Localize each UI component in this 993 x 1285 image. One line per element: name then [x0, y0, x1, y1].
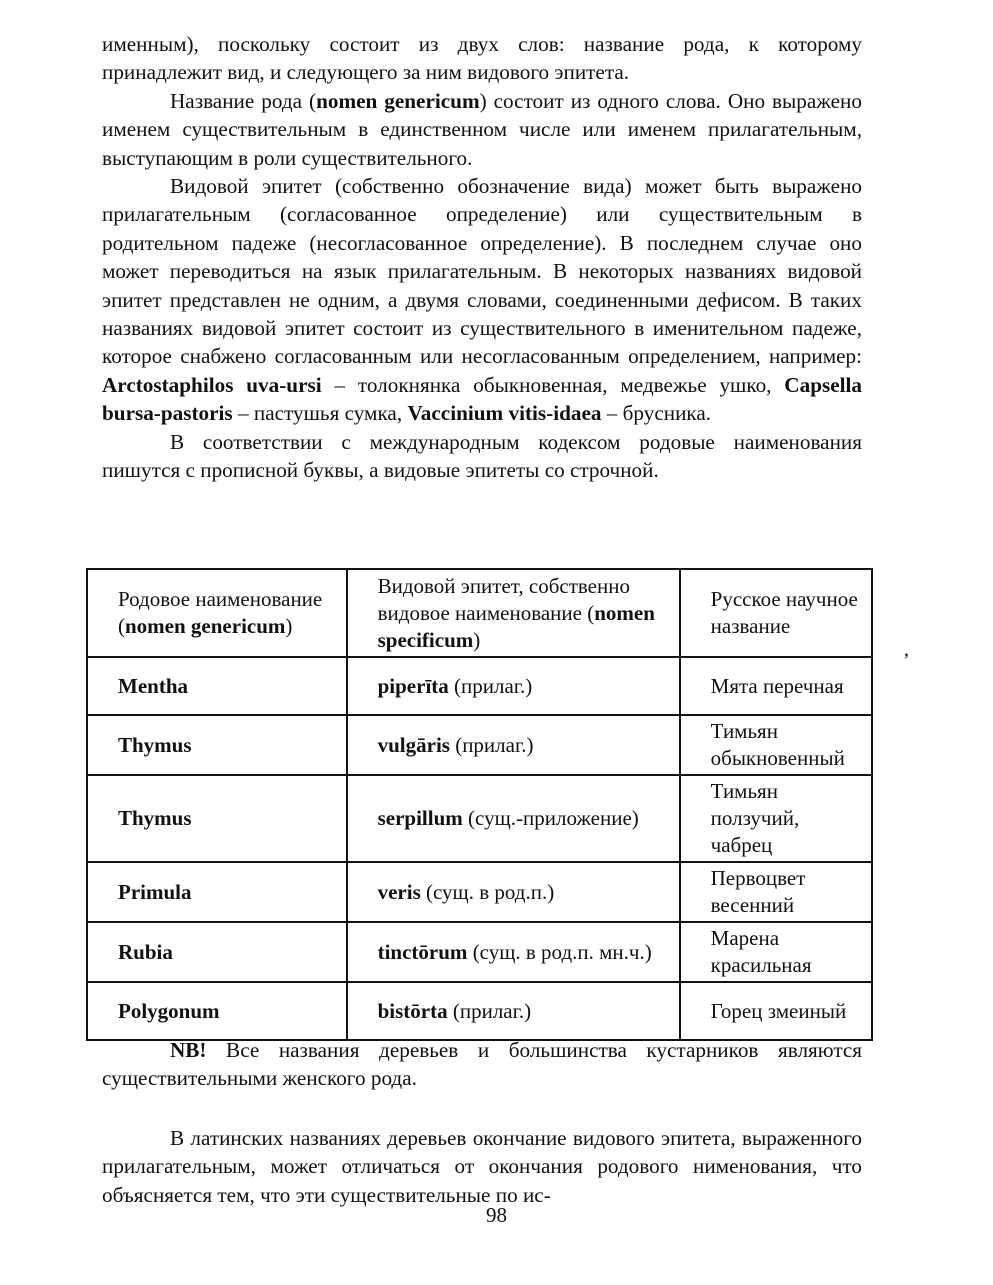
russian-cell: Мята перечная	[680, 657, 872, 715]
names-table	[86, 568, 873, 1041]
russian-cell: Марена красильная	[680, 922, 872, 982]
example-2-name: Capsella bursa-pastoris	[102, 372, 862, 426]
table-row	[87, 657, 872, 715]
genus-cell: Polygonum	[87, 982, 347, 1040]
epithet-cell: tinctōrum (сущ. в род.п. мн.ч.)	[347, 922, 680, 982]
nb-label: NB!	[170, 1038, 207, 1062]
paragraph-1: именным), поскольку состоит из двух слов: название рода, к которому принадлежит вид, и следующего за ним видового эпитета.	[102, 32, 862, 85]
epithet-cell: serpillum (сущ.-приложение)	[347, 775, 680, 862]
genus-cell: Thymus	[87, 775, 347, 862]
stray-mark: ʼ	[903, 650, 910, 672]
table-row	[87, 922, 872, 982]
table-row	[87, 862, 872, 922]
body-text	[102, 30, 862, 485]
header-russian: Русское научное название	[680, 569, 872, 657]
table-row	[87, 982, 872, 1040]
epithet-cell: veris (сущ. в род.п.)	[347, 862, 680, 922]
genus-cell: Primula	[87, 862, 347, 922]
last-paragraph-block	[102, 1124, 862, 1209]
russian-cell: Первоцвет весенний	[680, 862, 872, 922]
table-header-row	[87, 569, 872, 657]
example-3-name: Vaccinium vitis-idaea	[407, 401, 602, 426]
table-row	[87, 715, 872, 775]
paragraph-3: Видовой эпитет (собственно обозначение вида) может быть выражено прилагательным (согласованное определение) или существительным в родительном падеже (несогласованное определение). В последнем случае оно может переводиться на язык прилагательным. В некоторых названиях видовой эпитет представлен не одним, а двумя словами, соединенными дефисом. В таких названиях видовой эпитет состоит из существительного в именительном падеже, которое снабжено согласованным или несогласованным определением, например: Arctostaphilos uva-ursi – толокнянка обыкновенная, медвежье ушко, Capsella bursa-pastoris – пастушья сумка, Vaccinium vitis-idaea – брусника.	[102, 174, 862, 426]
header-genus: Родовое наименование (nomen genericum)	[87, 569, 347, 657]
table-row	[87, 775, 872, 862]
last-paragraph: В латинских названиях деревьев окончание видового эпитета, выраженного прилагательным, может отличаться от окончания родового нименования, что объясняется тем, что эти существительные по ис-	[102, 1126, 862, 1207]
epithet-cell: piperīta (прилаг.)	[347, 657, 680, 715]
russian-cell: Тимьян обыкновенный	[680, 715, 872, 775]
genus-cell: Thymus	[87, 715, 347, 775]
nb-note	[102, 1036, 862, 1093]
epithet-cell: bistōrta (прилаг.)	[347, 982, 680, 1040]
russian-cell: Горец змеиный	[680, 982, 872, 1040]
paragraph-2: Название рода (nomen genericum) состоит из одного слова. Оно выражено именем существительным в единственном числе или именем прилагательным, выступающим в роли существительного.	[102, 88, 862, 170]
header-epithet: Видовой эпитет, собственно видовое наименование (nomen specificum)	[347, 569, 680, 657]
genus-cell: Rubia	[87, 922, 347, 982]
paragraph-4: В соответствии с международным кодексом родовые наименования пишутся с прописной буквы, а видовые эпитеты со строчной.	[102, 429, 862, 483]
page-number: 98	[486, 1203, 507, 1227]
russian-cell: Тимьян ползучий, чабрец	[680, 775, 872, 862]
epithet-cell: vulgāris (прилаг.)	[347, 715, 680, 775]
term-nomen-genericum: nomen genericum	[316, 88, 480, 113]
genus-cell: Mentha	[87, 657, 347, 715]
nb-text: Все названия деревьев и большинства кустарников являются существительными женского рода.	[102, 1038, 862, 1091]
example-1-name: Arctostaphilos uva-ursi	[102, 372, 322, 397]
